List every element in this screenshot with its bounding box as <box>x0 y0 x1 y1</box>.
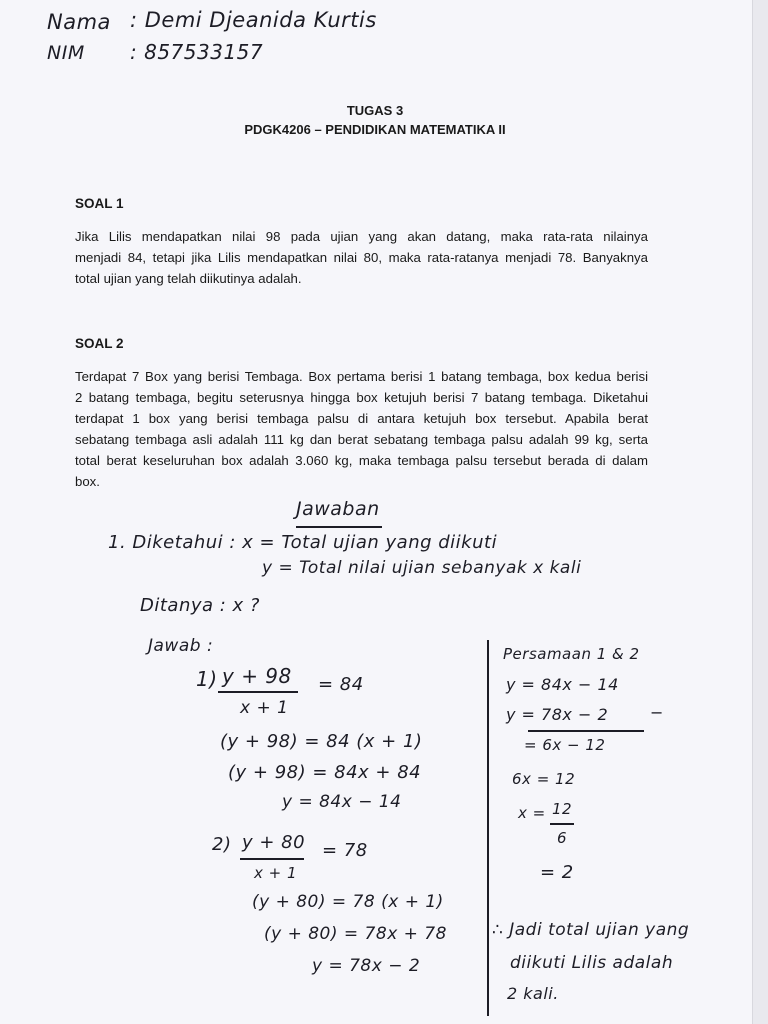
persamaan-line2: y = 78x − 2 <box>506 705 609 724</box>
soal1-line: menjadi 84, tetapi jika Lilis mendapatkan nilai 80, maka rata-ratanya menjadi 78. Banyaknya <box>75 250 648 265</box>
soal2-text <box>75 366 648 492</box>
persamaan-result: = 2 <box>540 862 574 883</box>
persamaan-line5: x = <box>518 804 546 822</box>
persamaan-line4: 6x = 12 <box>512 770 576 788</box>
soal2-line: sebatang tembaga asli adalah 111 kg dan berat sebatang tembaga palsu adalah 99 kg, serta <box>75 432 648 447</box>
eq1-step4: y = 84x − 14 <box>282 792 402 812</box>
eq1-rhs: = 84 <box>318 674 364 695</box>
soal1-text <box>75 226 648 289</box>
soal2-line: box. <box>75 474 100 489</box>
soal2-line: terdapat 1 box yang berisi tembaga palsu di antara ketujuh box tersebut. Apabila berat <box>75 411 648 426</box>
eq2-step3: (y + 80) = 78x + 78 <box>264 924 447 944</box>
persamaan-fraction-bar <box>550 823 574 825</box>
page-subtitle: PDGK4206 – PENDIDIKAN MATEMATIKA II <box>244 122 506 137</box>
nim-label: NIM <box>47 42 85 64</box>
eq1-denominator: x + 1 <box>240 698 289 718</box>
eq2-fraction-bar <box>240 858 304 860</box>
nim-value: : 857533157 <box>130 40 264 64</box>
name-label: Nama <box>47 10 111 34</box>
conclusion-line2: diikuti Lilis adalah <box>510 953 674 973</box>
ditanya-line: Ditanya : x ? <box>140 595 260 616</box>
persamaan-title: Persamaan 1 & 2 <box>503 645 640 663</box>
eq2-step4: y = 78x − 2 <box>312 956 421 976</box>
diketahui-line: 1. Diketahui : x = Total ujian yang diikuti <box>108 532 498 553</box>
eq2-rhs: = 78 <box>322 840 368 861</box>
persamaan-minus: − <box>650 703 664 722</box>
eq1-step2: (y + 98) = 84 (x + 1) <box>220 731 423 752</box>
persamaan-line1: y = 84x − 14 <box>506 675 619 694</box>
soal2-line: 2 batang tembaga, begitu seterusnya hingga box ketujuh berisi 7 batang tembaga. Diketahui <box>75 390 648 405</box>
conclusion-line3: 2 kali. <box>507 984 559 1003</box>
soal2-line: total berat keseluruhan box adalah 3.060 kg, maka tembaga palsu tersebut berada di dalam <box>75 453 648 468</box>
eq1-fraction-bar <box>218 691 298 693</box>
answer-title: Jawaban <box>296 498 380 520</box>
soal2-line: Terdapat 7 Box yang berisi Tembaga. Box pertama berisi 1 batang tembaga, box kedua berisi <box>75 369 648 384</box>
diketahui-y-line: y = Total nilai ujian sebanyak x kali <box>262 558 582 578</box>
answer-title-underline <box>296 526 382 528</box>
eq2-numerator: y + 80 <box>242 832 306 853</box>
eq1-label: 1) <box>196 667 218 691</box>
soal1-line: total ujian yang telah diikutinya adalah. <box>75 271 302 286</box>
soal1-heading: SOAL 1 <box>75 196 124 211</box>
eq1-step3: (y + 98) = 84x + 84 <box>228 762 422 783</box>
eq1-numerator: y + 98 <box>222 664 292 688</box>
soal2-heading: SOAL 2 <box>75 336 124 351</box>
eq2-label: 2) <box>212 834 232 855</box>
column-divider <box>487 640 489 1016</box>
eq2-denominator: x + 1 <box>254 864 298 882</box>
conclusion-line1: ∴ Jadi total ujian yang <box>492 920 690 940</box>
persamaan-fraction-denominator: 6 <box>557 829 568 847</box>
jawab-label: Jawab : <box>148 636 214 656</box>
persamaan-fraction-numerator: 12 <box>552 800 573 818</box>
soal1-line: Jika Lilis mendapatkan nilai 98 pada ujian yang akan datang, maka rata-rata nilainya <box>75 229 648 244</box>
persamaan-subtraction-bar <box>528 730 644 732</box>
eq2-step2: (y + 80) = 78 (x + 1) <box>252 892 444 912</box>
name-value: : Demi Djeanida Kurtis <box>130 8 377 32</box>
page-title: TUGAS 3 <box>346 103 404 118</box>
persamaan-line3: = 6x − 12 <box>524 736 606 754</box>
